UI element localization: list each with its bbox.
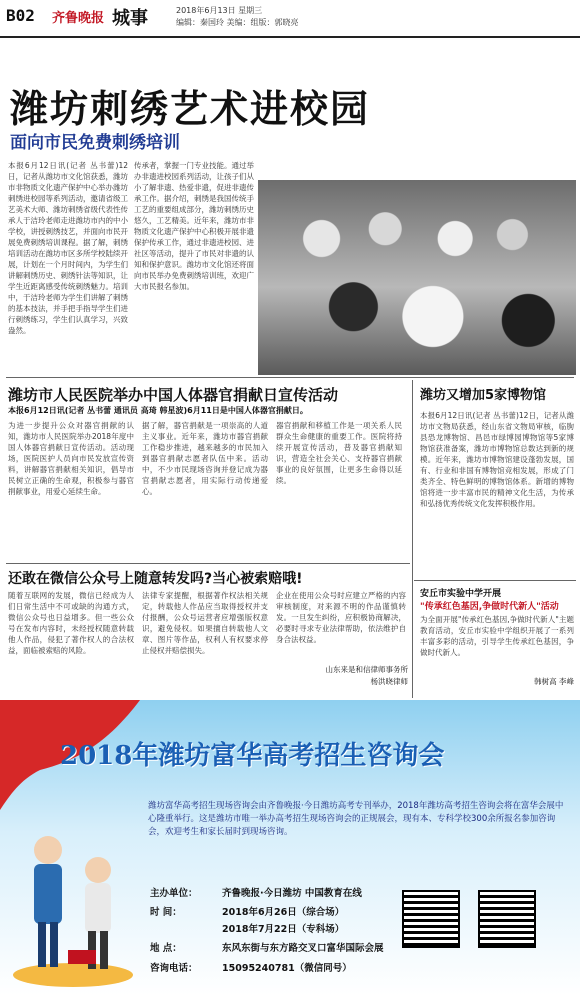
lead-column-1: 本报6月12日讯(记者 丛书蕾)12日，记者从潍坊市文化馆获悉，潍坊市非物质文化遗产保护中心举办潍坊刺绣进校园等系列活动，邀请省级工艺美术大师、潍坊刺绣省级代表性传承人于洁玲老师走进潍坊市内的中小学校，讲授刺绣技艺，并面向市民开展免费刺绣培训课程。据了解，刺绣培训活动在潍坊市区多所学校陆续开展，计划在一个月时间内，为学生们讲解刺绣历史、刺绣针法等知识，让学生近距离感受传统刺绣魅力。培训中，于洁玲老师为学生们讲解了刺绣的基本技法，并手把手指导学生们进行刺绣练习，学生们认真学习，兴致盎然。 — [8, 161, 128, 335]
wechat-headline: 还敢在微信公众号上随意转发吗?当心被索赔哦! — [8, 571, 303, 587]
issue-date: 2018年6月13日 星期三 — [176, 6, 263, 15]
school-headline: "传承红色基因,争做时代新人"活动 — [420, 602, 559, 612]
divider — [412, 380, 413, 698]
wechat-column-3: 企业在使用公众号时应建立严格的内容审核制度，对来源不明的作品谨慎转发。一旦发生纠纷，应积极协商解决，必要时寻求专业法律帮助，依法维护自身合法权益。 — [276, 591, 406, 644]
phone-label: 咨询电话： — [150, 963, 198, 974]
museum-body: 本报6月12日讯(记者 丛书蕾)12日，记者从潍坊市文物局获悉，经山东省文物局审核，临朐县恐龙博物馆、昌邑市绿博园博物馆等5家博物馆获准备案，潍坊市博物馆总数达到新的规模。近年来，潍坊市博物馆建设蓬勃发展，国有、行业和非国有博物馆竞相发展，形成了门类齐全、特色鲜明的博物馆体系。新增的博物馆将进一步丰富市民的精神文化生活，为传承和弘扬优秀传统文化发挥积极作用。 — [420, 411, 574, 508]
students-illustration — [8, 810, 138, 990]
lead-column-2: 传承者，掌握一门专业技能。通过举办非遗进校园系列活动，让孩子们从小了解非遗、热爱非遗，促进非遗传承工作。据介绍，刺绣是我国传统手工艺的重要组成部分，潍坊刺绣历史悠久，工艺精美。近年来，潍坊市非物质文化遗产保护中心积极开展非遗保护传承工作，通过非遗进校园、进社区等活动，提升了市民对非遗的认知和保护意识。潍坊市文化馆还将面向市民举办免费刺绣培训班，欢迎广大市民报名参加。 — [134, 161, 254, 291]
time-label: 时 间： — [150, 907, 182, 918]
hospital-column-2: 据了解，器官捐献是一项崇高的人道主义事业。近年来，潍坊市器官捐献工作稳步推进，越来越多的市民加入到器官捐献志愿者队伍中来。活动中，不少市民现场咨询并登记成为器官捐献志愿者，用实际行动传递爱心。 — [142, 421, 268, 496]
phone-value: 15095240781（微信同号） — [222, 963, 352, 974]
venue-value: 东风东街与东方路交叉口富华国际会展 — [222, 943, 384, 954]
divider — [6, 563, 410, 564]
page-number: B02 — [6, 6, 35, 25]
ad-description: 潍坊富华高考招生现场咨询会由齐鲁晚报·今日潍坊高考专刊举办，2018年潍坊高考招生咨询会将在富华会展中心隆重举行。这是潍坊市唯一举办高考招生现场咨询会的正规展会，现有本、专科学校300余所报名参加咨询会，欢迎考生和家长届时到现场咨询。 — [148, 801, 564, 837]
school-credit: 韩树高 李峰 — [534, 677, 574, 686]
wechat-credit-firm: 山东来是和信律师事务所 — [325, 665, 408, 674]
lead-subhead: 面向市民免费刺绣培训 — [10, 133, 180, 153]
newspaper-logo: 齐鲁晚报 — [52, 11, 105, 26]
museum-headline: 潍坊又增加5家博物馆 — [420, 388, 547, 403]
hospital-column-3: 器官捐献和移植工作是一项关系人民群众生命健康的重要工作。医院将持续开展宣传活动，普及器官捐献知识，营造全社会关心、支持器官捐献事业的良好氛围，让更多生命得以延续。 — [276, 421, 402, 485]
school-body: 为全面开展"传承红色基因,争做时代新人"主题教育活动，安丘市实验中学组织开展了一系列丰富多彩的活动，引导学生传承红色基因，争做时代新人。 — [420, 615, 574, 657]
hospital-byline: 本报6月12日讯(记者 丛书蕾 通讯员 高琦 韩星波)6月11日是中国人体器官捐献日。 — [8, 406, 308, 415]
time-value-1: 2018年6月26日（综合场） — [222, 907, 345, 918]
qr-code — [402, 890, 460, 948]
embroidery-photo — [258, 180, 576, 375]
divider — [414, 580, 576, 581]
divider — [6, 377, 574, 378]
lead-headline: 潍坊刺绣艺术进校园 — [10, 86, 371, 131]
hospital-column-1: 为进一步提升公众对器官捐献的认知，潍坊市人民医院举办2018年度中国人体器官捐献日宣传活动。活动现场，医院医护人员向市民发放宣传资料，讲解器官捐献相关知识，倡导市民树立正确的生命观，积极参与器官捐献事业，用爱心延续生命。 — [8, 421, 134, 496]
section-title: 城事 — [112, 8, 148, 29]
time-value-2: 2018年7月22日（专科场） — [222, 924, 345, 935]
editor-credits: 编辑：秦国玲 美编：组版：郭晓亮 — [176, 18, 299, 27]
ad-title: 2018年潍坊富华高考招生咨询会 — [60, 741, 445, 771]
organizer-label: 主办单位： — [150, 888, 198, 899]
hospital-headline: 潍坊市人民医院举办中国人体器官捐献日宣传活动 — [8, 386, 339, 404]
venue-label: 地 点： — [150, 943, 182, 954]
school-kicker: 安丘市实验中学开展 — [420, 589, 502, 599]
qr-code — [478, 890, 536, 948]
wechat-column-1: 随着互联网的发展，微信已经成为人们日常生活中不可或缺的沟通方式，微信公众号也日益增多。但一些公众号在发布内容时，未经授权随意转载他人作品，侵犯了著作权人的合法权益，面临被索赔的风险。 — [8, 591, 134, 655]
wechat-credit-lawyer: 杨洪晓律师 — [370, 677, 408, 686]
wechat-column-2: 法律专家提醒，根据著作权法相关规定，转载他人作品应当取得授权并支付报酬，公众号运营者应增强版权意识，避免侵权。如果擅自转载他人文章、图片等作品，权利人有权要求停止侵权并赔偿损失。 — [142, 591, 268, 655]
organizer-value: 齐鲁晚报·今日潍坊 中国教育在线 — [222, 888, 362, 899]
